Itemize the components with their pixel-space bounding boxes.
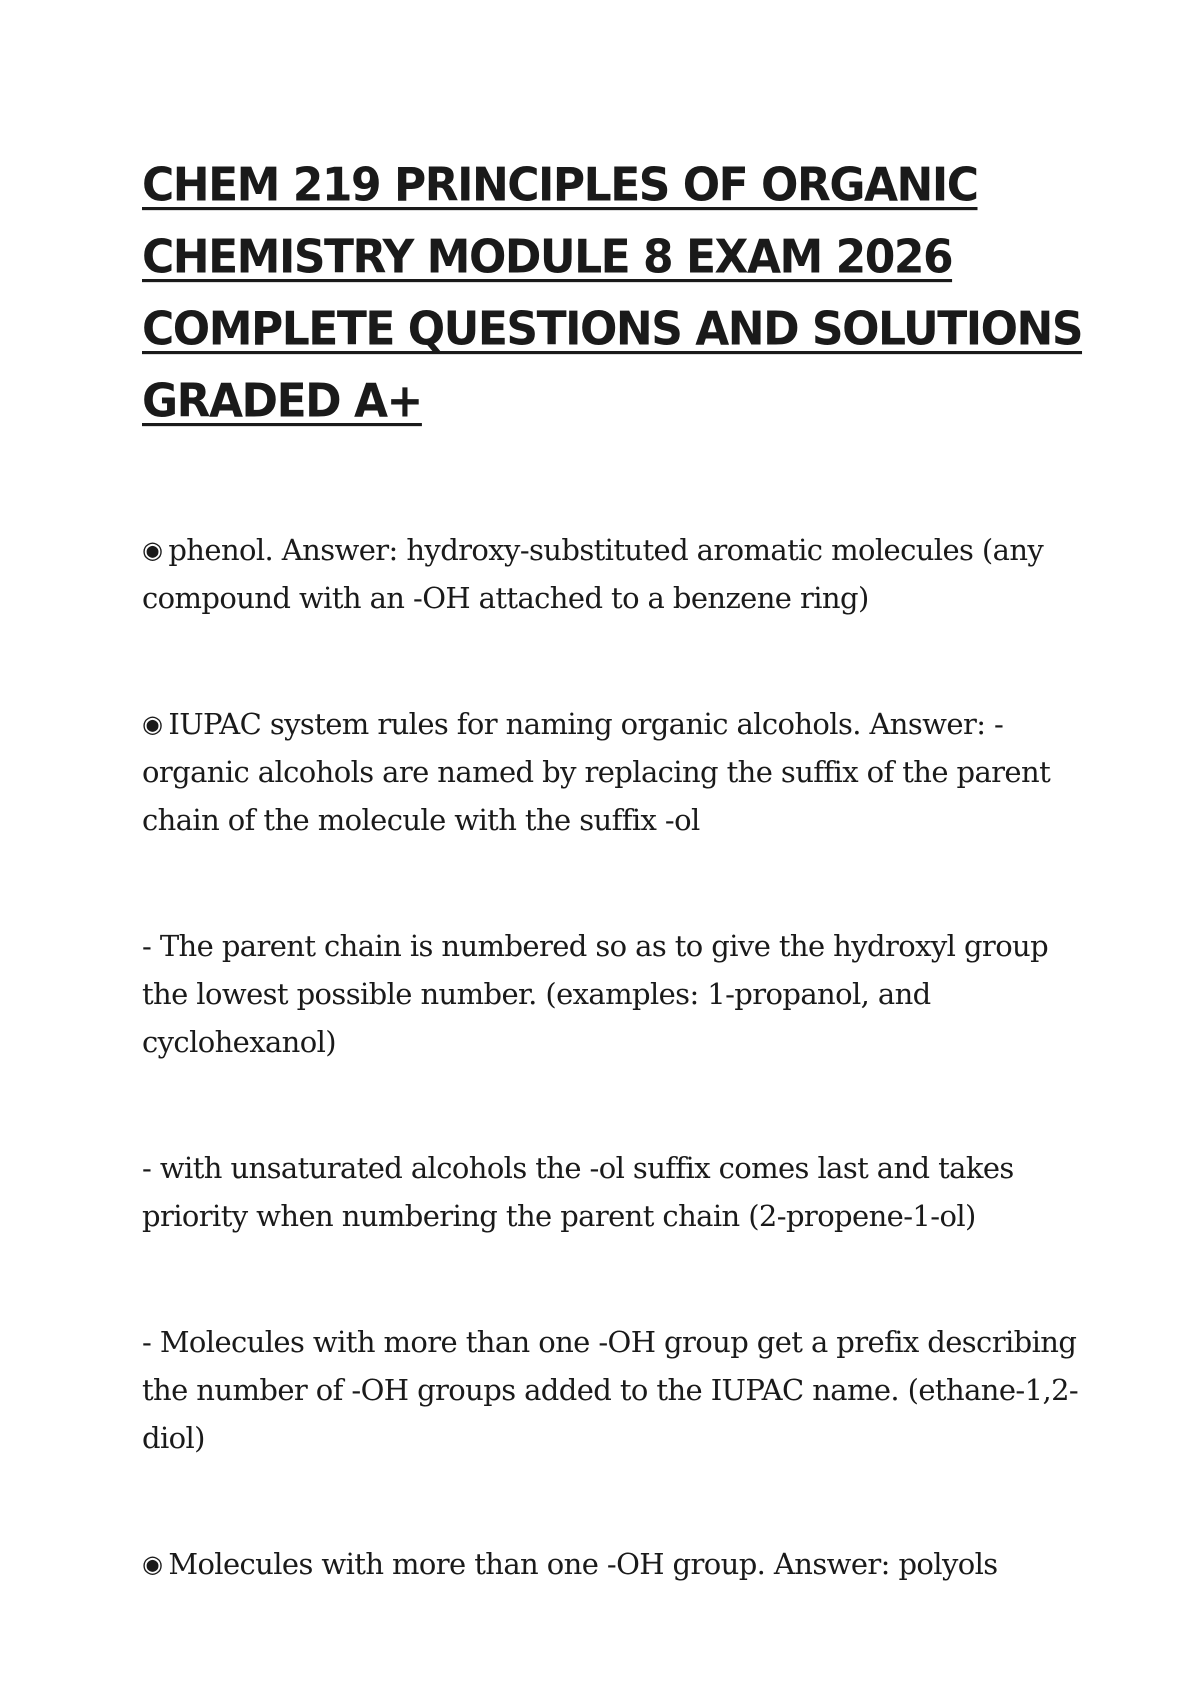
bullet-icon: ◉: [142, 1550, 163, 1578]
paragraph-text: phenol. Answer: hydroxy-substituted aromatic molecules (any compound with an -OH attached to a benzene ring): [142, 533, 1044, 615]
title-line: CHEM 219 PRINCIPLES OF ORGANIC: [142, 158, 978, 213]
paragraph-text: - with unsaturated alcohols the -ol suffix comes last and takes priority when numbering the parent chain (2-propene-1-ol): [142, 1151, 1014, 1233]
title-line: CHEMISTRY MODULE 8 EXAM 2026: [142, 230, 953, 285]
title-line: GRADED A+: [142, 374, 422, 429]
answer-continuation-unsaturated: [142, 1144, 1092, 1240]
paragraph-text: - The parent chain is numbered so as to give the hydroxyl group the lowest possible number. (examples: 1-propanol, and cyclohexanol): [142, 929, 1049, 1059]
paragraph-text: - Molecules with more than one -OH group get a prefix describing the number of -OH groups added to the IUPAC name. (ethane-1,2-diol): [142, 1325, 1079, 1455]
bullet-icon: ◉: [142, 710, 163, 738]
question-answer-phenol: [142, 526, 1092, 622]
question-answer-polyols: [142, 1540, 1092, 1588]
answer-continuation-multiple-oh: [142, 1318, 1092, 1462]
document-title: [142, 150, 1092, 438]
answer-continuation-numbering: [142, 922, 1092, 1066]
paragraph-text: Molecules with more than one -OH group. Answer: polyols: [168, 1547, 998, 1581]
paragraph-text: IUPAC system rules for naming organic alcohols. Answer: - organic alcohols are named by replacing the suffix of the parent chain of the molecule with the suffix -ol: [142, 707, 1051, 837]
document-body: [142, 150, 1092, 1588]
title-line: COMPLETE QUESTIONS AND SOLUTIONS: [142, 302, 1083, 357]
bullet-icon: ◉: [142, 536, 163, 564]
question-answer-iupac-rules: [142, 700, 1092, 844]
